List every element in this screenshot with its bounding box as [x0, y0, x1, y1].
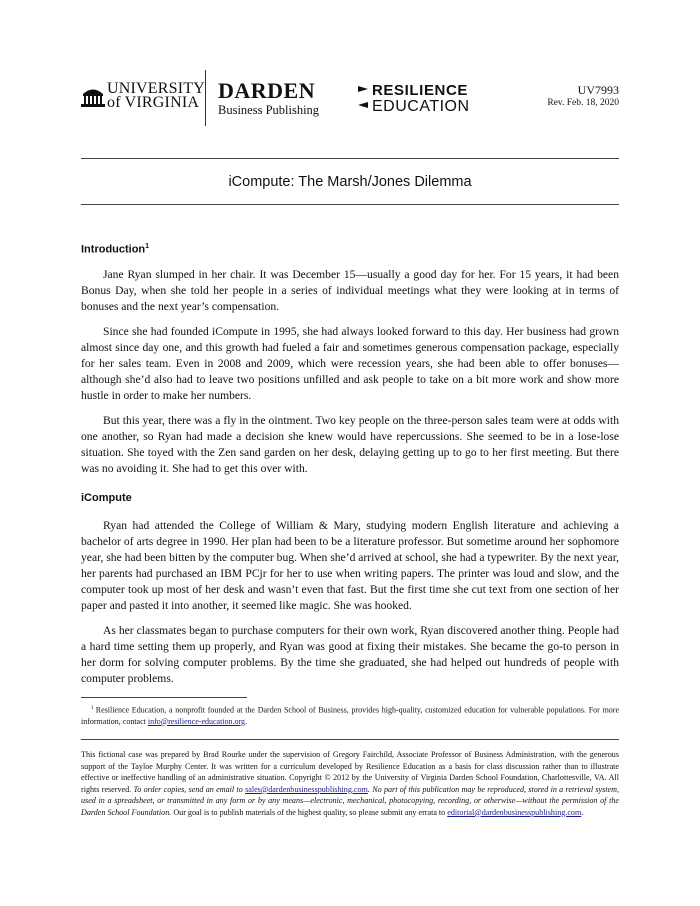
resilience-line2: EDUCATION [372, 98, 470, 115]
uva-line2: of VIRGINIA [107, 94, 200, 111]
title-rule-top [81, 158, 619, 159]
legal-notice: This fictional case was prepared by Brad Rourke under the supervision of Gregory Fairchild, Associate Professor of Business Administration, with the generous support of the Tayloe Murphy Center. It was written for a curriculum developed by Resilience Education as a basis for class discussion rather than to illustrate effective or ineffective handling of an administrative situation. Copyright © 2012 by the University of Virginia Darden School Foundation, Charlottesville, VA. All rights reserved. To order copies, send an email to sales@dardenbusinesspublishing.com. No part of this publication may be reproduced, stored in a retrieval system, used in a spreadsheet, or transmitted in any form or by any means—electronic, mechanical, photocopying, recording, or otherwise—without the permission of the Darden School Foundation. Our goal is to publish materials of the highest quality, so please submit any errata to editorial@dardenbusinesspublishing.com. [81, 750, 620, 817]
section-heading-introduction: Introduction$^1$ [81, 243, 150, 256]
legal-rule [81, 739, 619, 740]
page-title: iCompute: The Marsh/Jones Dilemma [228, 174, 472, 190]
uva-wordmark [107, 82, 205, 110]
paragraph: But this year, there was a fly in the ointment. Two key people on the three-person sales team were at odds with one another, so Ryan had made a decision she knew would have repercussions. She seemed to be in a lose-lose situation. She toyed with the Zen sand garden on her desk, delaying getting up to go to her first meeting. But there was no avoiding it. She had to get this over with. [81, 414, 619, 475]
resilience-line1: RESILIENCE [372, 82, 469, 99]
paragraph: Ryan had attended the College of William & Mary, studying modern English literature and achieving a bachelor of arts degree in 1990. Her plan had been to be a literature professor. But sometime around her sophomore year, she had been bitten by the computer bug. When she’d arrived at school, she had a typewriter. By the next year, her parents had purchased an IBM PCjr for her to use when writing papers. The printer was loud and slow, and the computer took up most of her desk and wasn’t even that fast. But the first time she cut text from one section of her paper and pasted it into another, it seemed like magic. She was hooked. [81, 519, 619, 612]
sales-email-link[interactable]: sales@dardenbusinesspublishing.com [245, 784, 368, 794]
footnote-rule [81, 697, 247, 698]
footnote-mark: 1 [91, 705, 94, 711]
darden-name: DARDEN [218, 78, 316, 103]
darden-logo [218, 80, 319, 118]
errata-email-link[interactable]: editorial@dardenbusinesspublishing.com [447, 807, 582, 817]
paragraph: As her classmates began to purchase computers for their own work, Ryan discovered another thing. People had a hard time setting them up properly, and Ryan was good at fixing their mistakes. She became the go-to person in her dorm for solving computer problems. By the time she graduated, she had helped out hundreds of people with computer problems. [81, 624, 619, 685]
footnote: $^1$ Resilience Education, a nonprofit founded at the Darden School of Business, provides high-quality, customized education for vulnerable populations. For more information, contact info@resilience-education.org. [81, 705, 619, 726]
footnote-email-link[interactable]: info@resilience-education.org [147, 716, 246, 726]
case-number-block [547, 83, 619, 110]
uva-line1: UNIVERSITY [107, 80, 205, 97]
footnote-text: Resilience Education, a nonprofit founded at the Darden School of Business, provides high-quality, customized education for vulnerable populations. For more information, contact [81, 705, 619, 726]
resilience-arrow-icon [356, 83, 370, 115]
order-text: To order copies, send an email to [133, 784, 246, 794]
case-id: UV7993 [577, 83, 619, 97]
uva-logo [81, 80, 205, 112]
footnote-ref: 1 [145, 243, 150, 250]
introduction-body [81, 267, 619, 486]
logo-divider [205, 70, 206, 126]
title-rule-bottom [81, 204, 619, 205]
darden-subtitle: Business Publishing [218, 103, 320, 117]
rights-text: . No part of this publication may be reproduced, stored in a retrieval system, used in a spreadsheet, or transmitted in any form or by any means—electronic, mechanical, photocopying, recording, or otherwise—without the permission of the Darden School Foundation. [81, 784, 620, 817]
revision-date: Rev. Feb. 18, 2020 [547, 98, 619, 108]
paragraph: Since she had founded iCompute in 1995, she had always looked forward to this day. Her business had grown almost since day one, and this growth had fueled a fair and sometimes generous compensation package, especially for her sales team. Even in 2008 and 2009, which were recession years, she had been able to offer bonuses—although she’d also had to leave two positions unfilled and ask people to take on a bit more work and show more hustle in order to make her numbers. [81, 325, 619, 402]
rotunda-icon [81, 85, 105, 107]
legal-text: This fictional case was prepared by Brad Rourke under the supervision of Gregory Fairchild, Associate Professor of Business Administration, with the generous support of the Tayloe Murphy Center. It was written for a curriculum developed by Resilience Education as a basis for class discussion rather than to illustrate effective or ineffective handling of an administrative situation. Copyright © 2012 by the University of Virginia Darden School Foundation, Charlottesville, VA. All rights reserved. [81, 750, 619, 794]
paragraph: Jane Ryan slumped in her chair. It was December 15—usually a good day for her. For 15 years, it had been Bonus Day, when she told her people in a series of individual meetings what they were looking at in terms of bonuses and the next year’s compensation. [81, 268, 619, 313]
section-heading-icompute: iCompute [81, 492, 132, 504]
errata-text: Our goal is to publish materials of the highest quality, so please submit any errata to [171, 807, 448, 817]
icompute-body [81, 518, 619, 696]
